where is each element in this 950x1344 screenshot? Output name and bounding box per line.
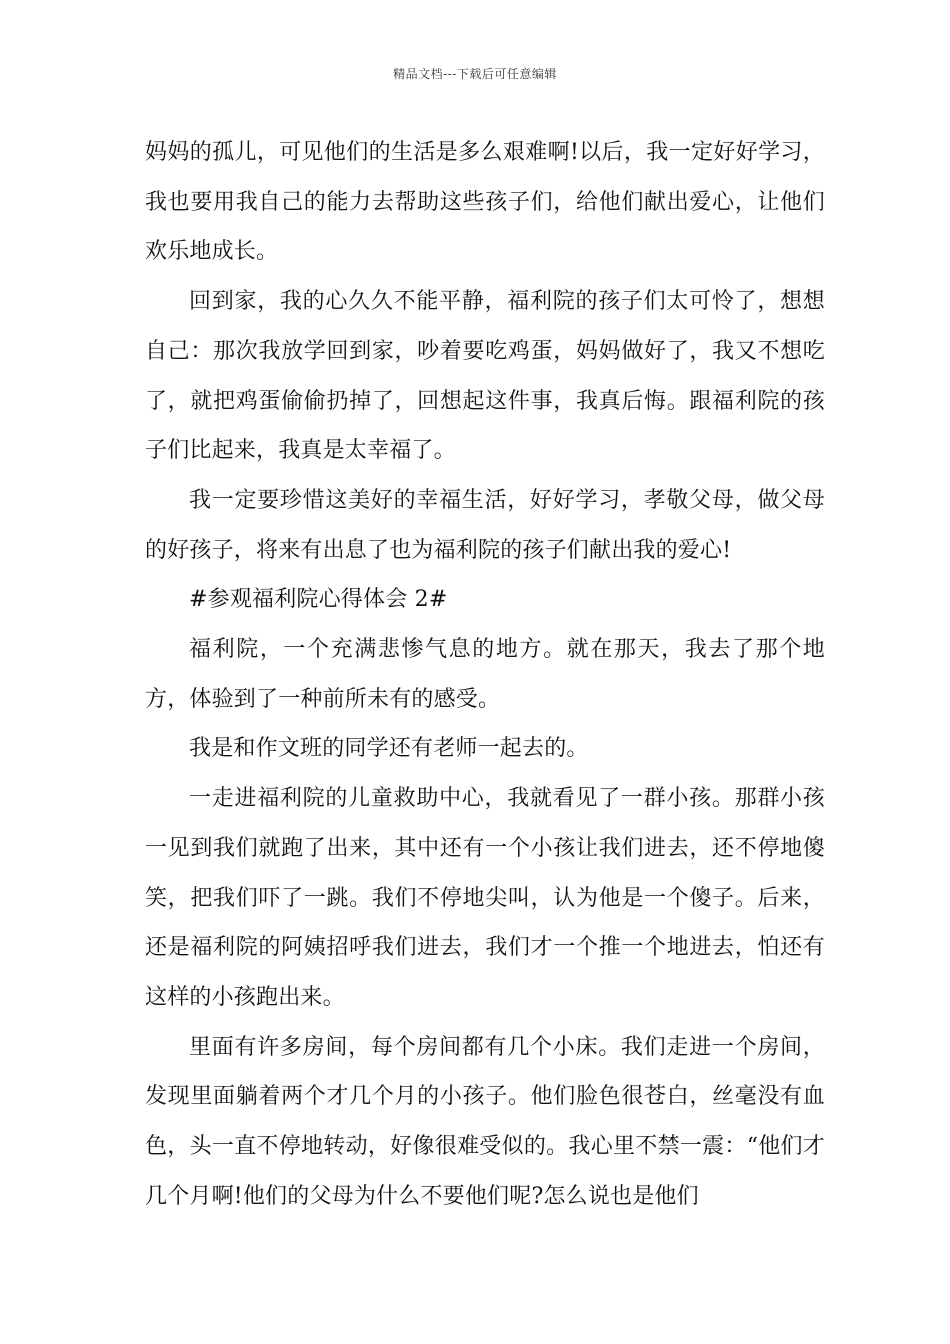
paragraph-3: 我一定要珍惜这美好的幸福生活，好好学习，孝敬父母，做父母的好孩子，将来有出息了也为福利院的孩子们献出我的爱心! bbox=[145, 487, 825, 563]
page-header: 精品文档---下载后可任意编辑 bbox=[393, 67, 557, 81]
paragraph-1: 妈妈的孤儿，可见他们的生活是多么艰难啊!以后，我一定好好学习，我也要用我自己的能力去帮助这些孩子们，给他们献出爱心，让他们欢乐地成长。 bbox=[145, 140, 825, 265]
document-body bbox=[145, 128, 825, 1221]
paragraph-5: 我是和作文班的同学还有老师一起去的。 bbox=[189, 736, 589, 762]
paragraph-4: 福利院，一个充满悲惨气息的地方。就在那天，我去了那个地方，体验到了一种前所未有的感受。 bbox=[145, 637, 825, 712]
section-heading: #参观福利院心得体会 2# bbox=[189, 587, 448, 613]
paragraph-2: 回到家，我的心久久不能平静，福利院的孩子们太可怜了，想想自己：那次我放学回到家，吵着要吃鸡蛋，妈妈做好了，我又不想吃了，就把鸡蛋偷偷扔掉了，回想起这件事，我真后悔。跟福利院的孩子们比起来，我真是太幸福了。 bbox=[145, 289, 825, 464]
paragraph-7: 里面有许多房间，每个房间都有几个小床。我们走进一个房间，发现里面躺着两个才几个月的小孩子。他们脸色很苍白，丝毫没有血色，头一直不停地转动，好像很难受似的。我心里不禁一震：“他们才几个月啊!他们的父母为什么不要他们呢?怎么说也是他们 bbox=[145, 1034, 825, 1209]
paragraph-6: 一走进福利院的儿童救助中心，我就看见了一群小孩。那群小孩一见到我们就跑了出来，其中还有一个小孩让我们进去，还不停地傻笑，把我们吓了一跳。我们不停地尖叫，认为他是一个傻子。后来，还是福利院的阿姨招呼我们进去，我们才一个推一个地进去，怕还有这样的小孩跑出来。 bbox=[145, 786, 825, 1010]
